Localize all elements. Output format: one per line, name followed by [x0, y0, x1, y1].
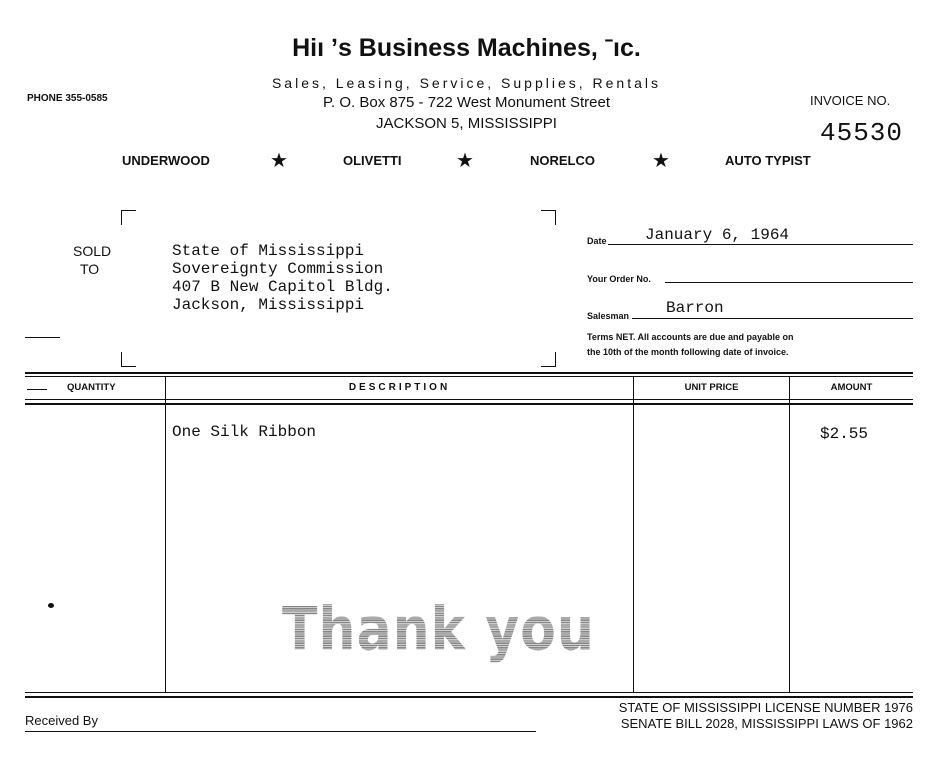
- license-line: SENATE BILL 2028, MISSISSIPPI LAWS OF 1962: [620, 716, 913, 731]
- star-icon: ★: [652, 150, 670, 172]
- address-window-corner: [541, 352, 556, 367]
- date-value: January 6, 1964: [645, 226, 790, 244]
- thank-you-stamp: Thank you: [282, 595, 595, 665]
- column-divider: [789, 377, 790, 693]
- column-divider: [165, 377, 166, 693]
- salesman-line: [632, 318, 913, 319]
- company-address: P. O. Box 875 - 722 West Monument Street: [322, 94, 611, 111]
- brand-norelco: NORELCO: [530, 153, 595, 168]
- table-header-rule: [25, 399, 913, 400]
- address-line: 407 B New Capitol Bldg.: [172, 278, 393, 296]
- brand-auto-typist: AUTO TYPIST: [725, 153, 811, 168]
- license-line: STATE OF MISSISSIPPI LICENSE NUMBER 1976: [618, 700, 913, 715]
- table-top-rule: [25, 376, 913, 377]
- salesman-value: Barron: [666, 299, 724, 317]
- date-line: [608, 244, 913, 245]
- table-top-rule: [25, 372, 913, 374]
- sold-label: SOLD: [73, 243, 112, 259]
- company-name: Hiı ʼs Business Machines, ˉıc.: [292, 34, 641, 62]
- table-header-rule: [25, 403, 913, 405]
- address-line: Jackson, Mississippi: [172, 296, 365, 314]
- quantity-dash: [27, 389, 47, 390]
- ink-spot: [48, 603, 54, 608]
- address-window-corner: [121, 352, 136, 367]
- brand-olivetti: OLIVETTI: [343, 153, 402, 168]
- order-line: [665, 282, 913, 283]
- salesman-label: Salesman: [587, 311, 630, 321]
- row-description: One Silk Ribbon: [172, 423, 317, 441]
- column-divider: [633, 377, 634, 693]
- invoice-number: 45530: [820, 118, 904, 148]
- address-window-corner: [541, 210, 556, 225]
- address-window-corner: [121, 210, 136, 225]
- terms-line: Terms NET. All accounts are due and payable on: [587, 332, 794, 342]
- table-bottom-rule: [25, 692, 913, 693]
- star-icon: ★: [270, 150, 288, 172]
- header-unit-price: UNIT PRICE: [684, 382, 739, 393]
- header-amount: AMOUNT: [830, 382, 873, 393]
- brand-underwood: UNDERWOOD: [122, 153, 210, 168]
- header-description: DESCRIPTION: [348, 382, 451, 393]
- row-amount: $2.55: [820, 425, 869, 443]
- date-label: Date: [587, 236, 607, 246]
- phone-number: PHONE 355-0585: [27, 93, 108, 104]
- header-quantity: QUANTITY: [67, 382, 116, 393]
- order-label: Your Order No.: [587, 274, 651, 284]
- terms-line: the 10th of the month following date of invoice.: [587, 347, 789, 357]
- sold-to-address: [172, 242, 393, 314]
- address-line: State of Mississippi: [172, 242, 365, 260]
- company-tagline: Sales, Leasing, Service, Supplies, Rentals: [271, 75, 662, 91]
- received-by-line: [25, 731, 536, 732]
- address-line: Sovereignty Commission: [172, 260, 384, 278]
- received-by-label: Received By: [25, 713, 98, 728]
- star-icon: ★: [456, 150, 474, 172]
- invoice-label: INVOICE NO.: [810, 93, 891, 108]
- company-city: JACKSON 5, MISSISSIPPI: [376, 115, 557, 132]
- to-label: TO: [80, 261, 100, 277]
- table-bottom-rule: [25, 696, 913, 698]
- fold-mark: [25, 337, 60, 338]
